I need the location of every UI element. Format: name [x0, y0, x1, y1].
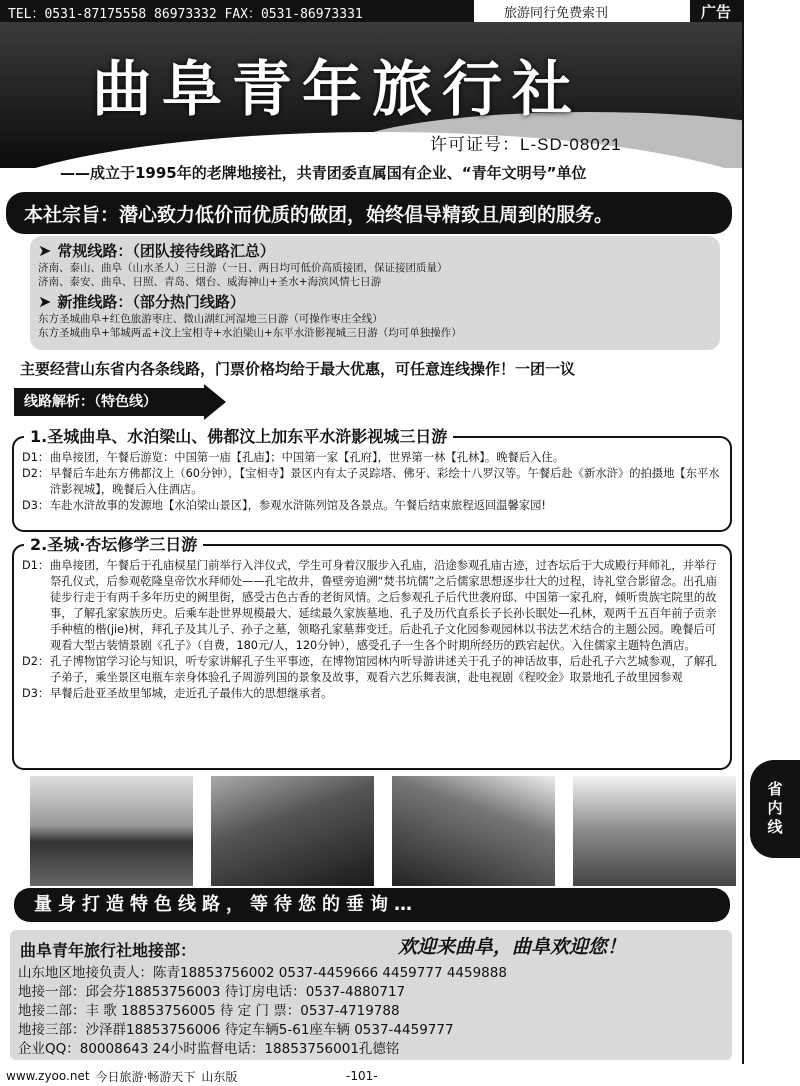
top-contact-bar: [0, 0, 742, 22]
analysis-label: 线路解析：（特色线）: [14, 388, 204, 416]
routes-summary-box: [30, 236, 720, 350]
photo-strip: [30, 776, 736, 886]
contact-title: 曲阜青年旅行社地接部：: [20, 941, 197, 960]
contact-box: [10, 930, 732, 1060]
footer-site-link[interactable]: www.zyoo.net: [6, 1069, 90, 1083]
agency-tagline: ——成立于1995年的老牌地接社，共青团委直属国有企业、“青年文明号”单位: [60, 164, 587, 182]
side-tab-province[interactable]: 省内线: [750, 760, 800, 858]
free-index-text: 旅游同行免费索刊: [504, 5, 609, 21]
slogan-banner: 量身打造特色线路，等待您的垂询…: [14, 888, 730, 922]
welcome-text: 欢迎来曲阜，曲阜欢迎您！: [398, 936, 627, 958]
arrow-right-icon: ➤: [38, 241, 52, 260]
ad-label: 广告: [690, 0, 742, 24]
route-line: 东方圣城曲阜+邹城两孟+汶上宝相寺+水泊梁山+东平水浒影视城三日游（均可单独操作）: [38, 327, 462, 339]
footer-brand: 今日旅游·畅游天下: [95, 1069, 196, 1084]
header-banner: [0, 22, 742, 168]
arrow-right-icon: ➤: [38, 292, 52, 311]
license-number: 许可证号：L-SD-08021: [430, 135, 622, 154]
top-contact-text: TEL：0531-87175558 86973332 FAX：0531-86973331: [0, 0, 474, 22]
rock-inscription-photo: [573, 776, 736, 886]
itinerary-day: D2： 早餐后车赴东方佛都汶上（60分钟），【宝相寺】景区内有太子灵踪塔、佛牙、彩绘十八罗汉等。午餐后赴《新水浒》的拍摄地【东平水浒影视城】，晚餐后入住酒店。: [22, 467, 720, 496]
mountain-photo: [392, 776, 555, 886]
contact-row: 山东地区地接负责人：陈青18853756002 0537-4459666 4459777 4459888: [18, 965, 507, 981]
arrow-banner-icon: [204, 384, 226, 420]
page-number: -101-: [346, 1069, 378, 1083]
itinerary-day: D1： 曲阜接团，午餐后游览：中国第一庙【孔庙】；中国第一家【孔府】，世界第一林【孔林】。晚餐后入住。: [22, 451, 565, 464]
contact-row: 地接三部：沙泽群18853756006 待定车辆5-61座车辆 0537-4459777: [18, 1022, 454, 1038]
page-footer: [0, 1066, 742, 1086]
route-line: 东方圣城曲阜+红色旅游枣庄、微山湖红河湿地三日游（可操作枣庄全线）: [38, 313, 383, 325]
right-margin: [742, 0, 800, 1086]
route2-title: 2.圣城·杏坛修学三日游: [24, 532, 203, 555]
agency-motto: 本社宗旨：潜心致力低价而优质的做团，始终倡导精致且周到的服务。: [6, 192, 732, 234]
route1-title: 1.圣城曲阜、水泊梁山、佛都汶上加东平水浒影视城三日游: [24, 424, 453, 447]
contact-row: 企业QQ：80008643 24小时监督电话：18853756001孔德铭: [18, 1041, 400, 1057]
contact-row: 地接二部：丰 歌 18853756005 待 定 门 票：0537-4719788: [18, 1003, 400, 1019]
itinerary-day: D3： 车赴水浒故事的发源地【水泊梁山景区】，参观水浒陈列馆及各景点。午餐后结束旅程返回温馨家园!: [22, 499, 546, 512]
regular-routes-heading: ➤ 常规线路：（团队接待线路汇总）: [38, 241, 275, 260]
route-line: 济南、泰安、曲阜、日照、青岛、烟台、威海神山+圣水+海滨风情七日游: [38, 276, 382, 288]
route1-box: [12, 427, 732, 532]
route2-box: [12, 535, 732, 770]
route-line: 济南、泰山、曲阜（山水圣人）三日游（一日、两日均可低价高质接团，保证接团质量）: [38, 262, 448, 274]
stone-tablet-photo: [211, 776, 374, 886]
itinerary-day: D3： 早餐后赴亚圣故里邹城，走近孔子最伟大的思想继承者。: [22, 687, 333, 700]
contact-row: 地接一部：邱会芬18853756003 待订房电话：0537-4880717: [18, 984, 406, 1000]
agency-title: 曲阜青年旅行社: [92, 55, 582, 125]
temple-photo: [30, 776, 193, 886]
itinerary-day: D1： 曲阜接团，午餐后于孔庙棂星门前举行入泮仪式，学生可身着汉服步入孔庙，沿途参观孔庙古迹，过杏坛后于大成殿行拜师礼，并举行祭孔仪式，后参观乾隆皇帝饮水拜师处——孔宅故井，鲁壁旁追溯“焚书坑儒”之后儒家思想逐步壮大的过程，诗礼堂合影留念。出孔庙徒步行走于有两千多年历史的阙里街，感受古色古香的老街风情。之后参观孔子后代世袭府邸、中国第一家孔府，倾听贵族宅院里的故事，了解孔家家族历史。后乘车赴世界规模最大、延续最久家族墓地、孔子及历代直系长子长孙长眠处—孔林，观两千五百年前子贡亲手种植的楷(jie)树，拜孔子及其儿子、孙子之墓，领略孔家墓葬变迁。后赴孔子文化园参观园林以书法艺术结合的主题公园。晚餐后可观看大型古装情景剧《孔子》（自费，180元/人，120分钟），感受孔子一生各个时期所经历的跌宕起伏。入住儒家主题特色酒店。: [22, 559, 717, 652]
new-routes-heading: ➤ 新推线路：（部分热门线路）: [38, 292, 245, 311]
itinerary-day: D2： 孔子博物馆学习论与知识，听专家讲解孔子生平事迹，在博物馆园林内听导游讲述关于孔子的神话故事，后赴孔子六艺城参观，了解孔子弟子，乘坐景区电瓶车亲身体验孔子周游列国的景象及故事，观看六艺乐舞表演，赴电视剧《程咬金》取景地孔子故里园参观: [22, 655, 717, 684]
footer-edition: 山东版: [201, 1069, 238, 1084]
main-operation-text: 主要经营山东省内各条线路，门票价格均给于最大优惠，可任意连线操作！一团一议: [20, 360, 576, 378]
